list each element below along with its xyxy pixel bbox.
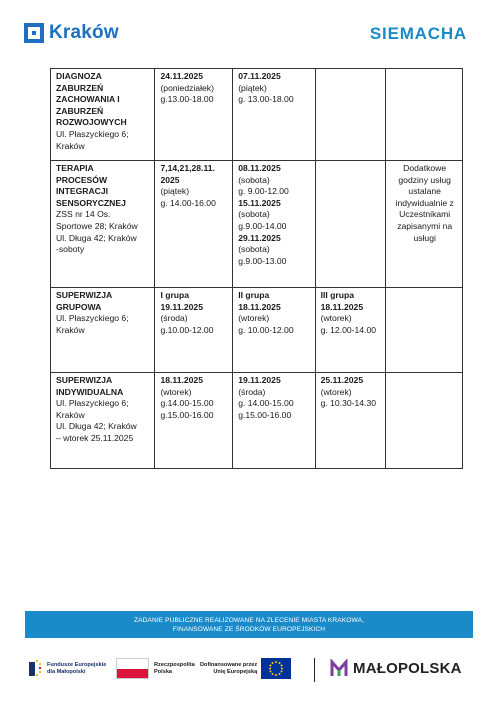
schedule-row	[51, 373, 463, 469]
date-heading: 08.11.2025	[238, 163, 281, 173]
service-cell	[51, 161, 155, 288]
service-title-line: SUPERWIZJA	[56, 375, 113, 385]
service-title-line: ZABURZEŃ	[56, 105, 104, 116]
date-detail: g. 9.00-12.00	[238, 186, 289, 197]
eu-flag-icon	[261, 658, 291, 679]
fe-stars-icon	[29, 658, 43, 680]
date-heading: 24.11.2025	[160, 71, 203, 81]
footer-logos	[25, 652, 475, 692]
service-title-line: GRUPOWA	[56, 301, 102, 312]
notes-cell	[386, 161, 463, 288]
service-title-line: SENSORYCZNEJ	[56, 197, 126, 208]
date-heading: 25.11.2025	[320, 375, 364, 385]
service-address-line: Kraków	[56, 140, 85, 151]
service-address-line: Sportowe 28; Kraków	[56, 220, 138, 231]
date-heading: III grupa	[320, 290, 355, 300]
notes-cell	[386, 288, 463, 373]
date-heading: 18.11.2025	[320, 301, 364, 312]
polish-flag-icon	[116, 658, 149, 679]
date-detail: g. 10.30-14.30	[320, 398, 377, 409]
service-title-line: TERAPIA	[56, 163, 94, 173]
notes-cell	[386, 69, 463, 161]
service-address-line: – wtorek 25.11.2025	[56, 432, 134, 443]
date-cell	[155, 69, 233, 161]
service-title-line: INTEGRACJI	[56, 186, 109, 197]
service-address-line: -soboty	[56, 244, 85, 255]
schedule-row	[51, 161, 463, 288]
service-cell	[51, 373, 155, 469]
date-cell	[233, 373, 315, 469]
date-heading: 15.11.2025	[238, 197, 281, 208]
date-heading: 19.11.2025	[160, 301, 203, 312]
service-title-line: ZACHOWANIA I	[56, 94, 120, 105]
date-detail: (poniedziałek)	[160, 82, 214, 93]
page-header	[0, 0, 495, 60]
date-detail: (środa)	[238, 386, 266, 397]
krakow-emblem-icon	[24, 23, 44, 43]
date-detail: (wtorek)	[238, 313, 270, 324]
service-title-line: ROZWOJOWYCH	[56, 117, 127, 128]
date-detail: Uczestnikami	[399, 209, 451, 220]
date-cell	[315, 161, 386, 288]
date-detail: (sobota)	[238, 174, 270, 185]
schedule-row	[51, 69, 463, 161]
date-detail: g. 14.00-15.00	[238, 398, 294, 409]
date-detail: g.9.00-13.00	[238, 255, 287, 266]
date-cell	[155, 373, 233, 469]
date-heading: I grupa	[160, 290, 190, 300]
date-heading: 18.11.2025	[238, 301, 281, 312]
fe-line-2: dla Małopolski	[47, 669, 86, 675]
service-cell	[51, 288, 155, 373]
date-detail: (piątek)	[160, 186, 190, 197]
date-cell	[233, 288, 315, 373]
date-cell	[315, 288, 386, 373]
fe-line-1: Fundusze Europejskie	[47, 662, 107, 668]
date-heading: II grupa	[238, 290, 270, 300]
date-cell	[233, 161, 315, 288]
date-detail: g. 12.00-14.00	[320, 324, 377, 335]
service-address-line: Kraków	[56, 409, 85, 420]
date-heading: 18.11.2025	[160, 375, 203, 385]
malopolska-m-icon	[330, 659, 348, 677]
date-detail: g.10.00-12.00	[160, 324, 214, 335]
service-address-line: Ul. Płaszyckiego 6;	[56, 398, 129, 409]
krakow-logo	[24, 22, 119, 44]
siemacha-logo: SIEMACHA	[369, 24, 467, 43]
date-detail: (sobota)	[238, 244, 270, 255]
service-title-line: INDYWIDUALNA	[56, 386, 124, 397]
ue-line-2: Unię Europejską	[213, 668, 258, 675]
service-title-line: ZABURZEŃ	[56, 82, 104, 93]
date-detail: g.15.00-16.00	[238, 409, 292, 420]
date-detail: (wtorek)	[160, 386, 192, 397]
footer-divider	[314, 658, 315, 682]
date-detail: g. 10.00-12.00	[238, 324, 294, 335]
date-detail: g.9.00-14.00	[238, 220, 287, 231]
service-title-line: DIAGNOZA	[56, 71, 102, 81]
date-detail: g. 13.00-18.00	[238, 94, 294, 105]
date-detail: Dodatkowe	[403, 163, 447, 173]
malopolska-logo	[330, 659, 462, 677]
date-heading: 07.11.2025	[238, 71, 281, 81]
date-detail: indywidualnie z	[395, 197, 454, 208]
date-heading: 7,14,21,28.11.	[160, 163, 215, 173]
rzeczpospolita-logo	[116, 658, 195, 679]
banner-line-1: ZADANIE PUBLICZNE REALIZOWANE NA ZLECENIE MIASTA KRAKOWA,	[133, 617, 365, 624]
date-detail: g.14.00-15.00	[160, 398, 214, 409]
date-detail: (wtorek)	[320, 386, 352, 397]
rp-line-2: Polska	[154, 668, 173, 675]
date-detail: ustalane	[408, 186, 441, 197]
fundusze-europejskie-logo	[29, 658, 106, 680]
date-cell	[315, 373, 386, 469]
service-cell	[51, 69, 155, 161]
notes-cell	[386, 373, 463, 469]
malopolska-text: MAŁOPOLSKA	[353, 659, 462, 677]
date-cell	[315, 69, 386, 161]
date-detail: usługi	[413, 232, 436, 243]
date-heading: 19.11.2025	[238, 375, 281, 385]
service-address-line: ZSS nr 14 Os.	[56, 209, 111, 220]
date-cell	[155, 161, 233, 288]
service-address-line: Ul. Płaszyckiego 6;	[56, 128, 129, 139]
date-detail: (wtorek)	[320, 313, 352, 324]
date-cell	[155, 288, 233, 373]
schedule-table	[50, 68, 463, 469]
date-detail: (piątek)	[238, 82, 267, 93]
date-heading: 29.11.2025	[238, 232, 281, 243]
service-address-line: Ul. Długa 42; Kraków	[56, 232, 137, 243]
service-title-line: PROCESÓW	[56, 174, 108, 185]
service-title-line: SUPERWIZJA	[56, 290, 113, 300]
schedule-row	[51, 288, 463, 373]
banner-line-2: FINANSOWANE ZE ŚRODKÓW EUROPEJSKICH	[172, 626, 326, 633]
date-detail: g. 14.00-16.00	[160, 197, 216, 208]
rp-line-1: Rzeczpospolita	[154, 661, 195, 668]
date-detail: (środa)	[160, 313, 188, 324]
date-detail: (sobota)	[238, 209, 270, 220]
krakow-logo-text: Kraków	[49, 22, 119, 43]
date-detail: zapisanymi na	[397, 220, 453, 231]
service-address-line: Kraków	[56, 324, 85, 335]
eu-logo	[200, 658, 291, 679]
service-address-line: Ul. Płaszyckiego 6;	[56, 313, 129, 324]
date-heading: 2025	[160, 174, 180, 185]
date-detail: g.15.00-16.00	[160, 409, 214, 420]
date-cell	[233, 69, 315, 161]
funding-banner	[25, 611, 473, 638]
service-address-line: Ul. Długa 42; Kraków	[56, 421, 137, 432]
date-detail: godziny usług	[398, 174, 451, 185]
ue-line-1: Dofinansowane przez	[200, 661, 258, 668]
date-detail: g.13.00-18.00	[160, 94, 214, 105]
